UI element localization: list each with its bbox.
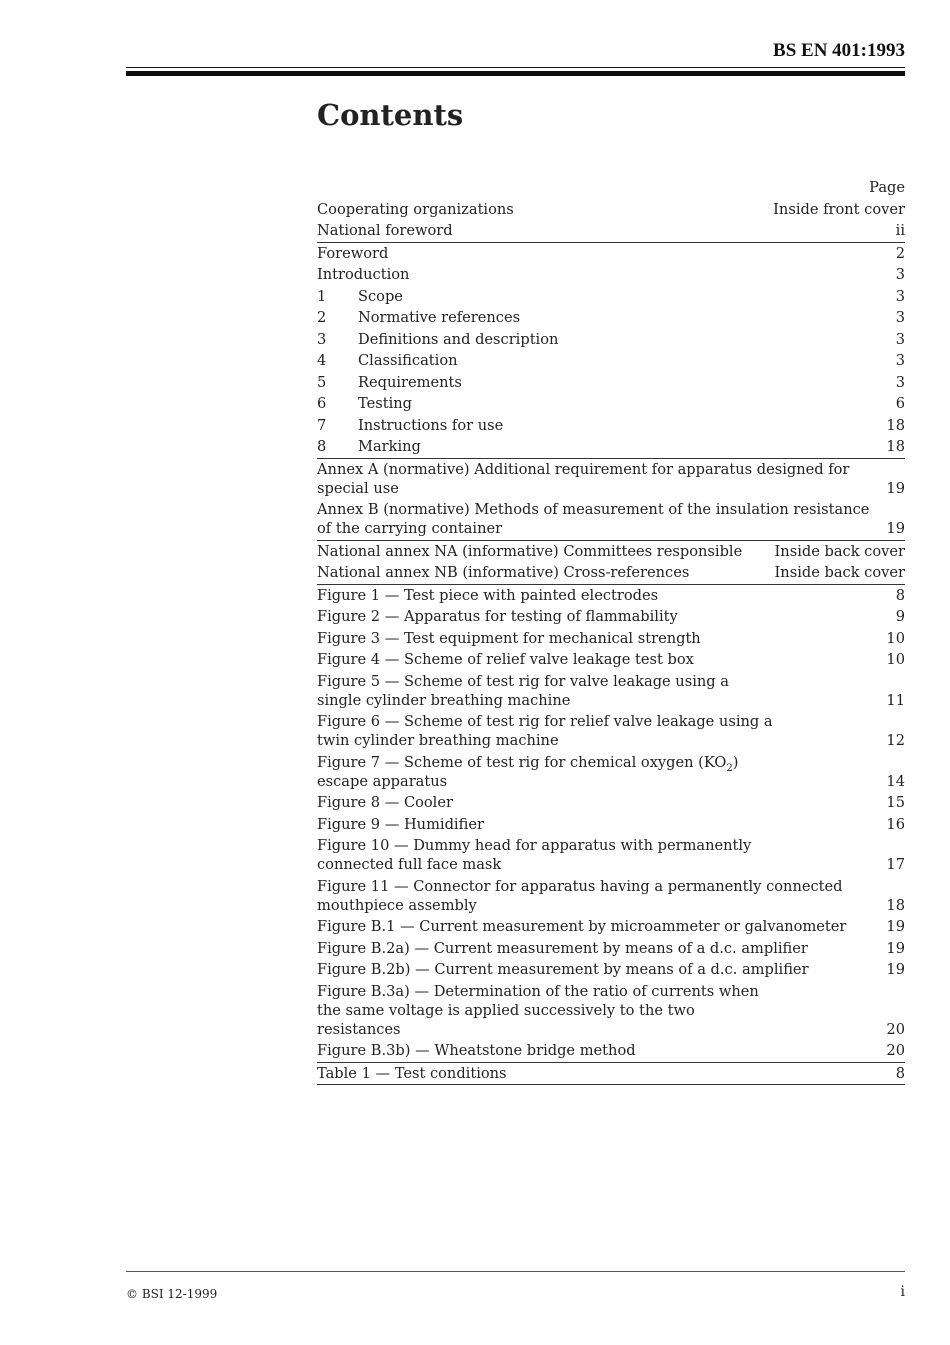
toc-entry-title [317,437,876,456]
page-column-header: Page [869,179,905,196]
toc-entry-text [317,221,453,240]
toc-entry-text-main: Introduction [317,266,410,284]
toc-entry-page: 18 [886,416,905,434]
toc-entry[interactable] [317,585,905,607]
toc-entry-page: 19 [886,520,905,538]
toc-entry-number: 8 [317,438,327,456]
toc-entry-text [317,1064,507,1083]
toc-group [317,199,905,243]
toc-entry-text [358,373,462,392]
toc-entry-text-main: Figure 11 — Connector for apparatus having a permanently connected mouthpiece assembly [317,877,843,914]
toc-entry-title [317,586,886,605]
toc-entry-title [317,542,765,561]
toc-entry-title [317,877,872,915]
toc-entry[interactable] [317,393,905,415]
toc-entry[interactable] [317,541,905,563]
header-rule-thin [126,67,905,68]
toc-entry-text [317,629,701,648]
toc-entry-text-main: Marking [358,438,421,456]
toc-entry-text-main: Figure 9 — Humidifier [317,815,484,833]
toc-entry-number: 3 [317,330,327,348]
toc-entry-text-main: Normative references [358,309,521,327]
toc-entry-title [317,982,777,1039]
toc-entry[interactable] [317,981,905,1041]
toc-entry[interactable] [317,220,905,242]
toc-entry-page: 10 [886,629,905,647]
toc-entry-text-main: National annex NB (informative) Cross-references [317,564,690,582]
toc-entry-page: 6 [895,395,905,413]
toc-entry-text [317,607,678,626]
toc-entry-title [317,629,876,648]
toc-entry-title [317,351,886,370]
toc-entry-text [317,672,777,710]
toc-entry-subscript: 2 [726,762,733,774]
toc-entry-title [317,330,886,349]
toc-entry[interactable] [317,436,905,458]
toc-entry-title [317,815,876,834]
toc-entry-text [358,330,558,349]
toc-entry[interactable] [317,671,905,712]
toc-entry-title [317,265,886,284]
toc-entry[interactable] [317,649,905,671]
toc-entry-text [317,500,872,538]
toc-entry[interactable] [317,792,905,814]
toc-entry-title [317,917,876,936]
toc-entry-text-main: Testing [358,395,412,413]
toc-entry[interactable] [317,350,905,372]
toc-entry-text [317,712,777,750]
toc-entry-title [317,960,876,979]
toc-entry-number: 4 [317,352,327,370]
toc-entry-text-main: Figure B.2b) — Current measurement by means of a d.c. amplifier [317,961,809,979]
toc-group [317,243,905,459]
toc-entry-text [317,265,409,284]
toc-entry-page: 9 [895,608,905,626]
toc-entry[interactable] [317,329,905,351]
toc-entry-text-main: Figure 5 — Scheme of test rig for valve leakage using a single cylinder breathing machine [317,672,729,709]
toc-entry-text [358,416,503,435]
page-title: Contents [317,98,464,132]
toc-entry-text-main: Figure 7 — Scheme of test rig for chemical oxygen (KO [317,753,727,771]
toc-entry-title [317,373,886,392]
toc-entry-text-main: Instructions for use [358,416,504,434]
toc-entry-title [317,221,886,240]
toc-entry-text [317,200,514,219]
toc-entry-page: 3 [895,330,905,348]
toc-entry-page: Inside back cover [774,564,905,582]
toc-entry-text-main: Annex A (normative) Additional requirement for apparatus designed for special use [317,460,850,497]
toc-entry-title [317,416,876,435]
toc-entry-page: 3 [895,266,905,284]
toc-entry-page: 20 [886,1042,905,1060]
toc-entry-text-main: Cooperating organizations [317,200,514,218]
toc-entry[interactable] [317,938,905,960]
toc-entry[interactable] [317,959,905,981]
toc-entry-text-main: Annex B (normative) Methods of measurement of the insulation resistance of the carrying container [317,501,870,538]
toc-entry-page: 20 [886,1020,905,1038]
toc-entry-text-main: Figure 1 — Test piece with painted electrodes [317,586,659,604]
toc-entry-title [317,1064,886,1083]
toc-entry-text-after: ) escape apparatus [317,753,739,790]
toc-entry-text [317,1041,636,1060]
toc-entry-text [358,287,403,306]
toc-entry-page: 18 [886,438,905,456]
header-rule-thick [126,71,905,76]
toc-entry-title [317,244,886,263]
toc-entry-page: 11 [886,691,905,709]
toc-entry-text [317,542,742,561]
toc-entry-page: 3 [895,309,905,327]
toc-entry-title [317,836,777,874]
toc-entry-text [317,460,872,498]
toc-entry-page: 8 [895,586,905,604]
toc-entry-text-main: Requirements [358,373,462,391]
toc-group [317,541,905,585]
toc-entry-number: 6 [317,395,327,413]
toc-entry[interactable] [317,307,905,329]
toc-entry-page: 19 [886,918,905,936]
table-of-contents [317,177,905,1085]
toc-entry[interactable] [317,606,905,628]
toc-entry-text-main: Figure B.1 — Current measurement by microammeter or galvanometer [317,918,847,936]
toc-entry-title [317,793,876,812]
toc-entry-text [317,982,777,1039]
toc-entry-text-main: Definitions and description [358,330,559,348]
toc-entry-page: 15 [886,794,905,812]
toc-entry-page: ii [895,222,905,240]
toc-entry-text-main: National annex NA (informative) Committees responsible [317,542,743,560]
toc-entry-text-main: Foreword [317,244,389,262]
toc-entry[interactable] [317,1040,905,1062]
toc-entry-page: 18 [886,896,905,914]
toc-entry-text [317,563,689,582]
toc-entry-page: 2 [895,244,905,262]
page-number: i [900,1284,905,1300]
toc-entry-text [317,836,777,874]
toc-entry-text-main: Figure 4 — Scheme of relief valve leakage test box [317,651,694,669]
copyright-notice: © BSI 12-1999 [126,1287,218,1301]
toc-entry-text-main: Classification [358,352,458,370]
document-id: BS EN 401:1993 [773,40,905,61]
toc-entry-text-main: Figure B.2a) — Current measurement by means of a d.c. amplifier [317,939,808,957]
toc-entry-title [317,650,876,669]
toc-entry-text [317,815,484,834]
toc-entry-text [358,308,520,327]
toc-entry-page: 3 [895,287,905,305]
toc-entry-title [317,200,763,219]
toc-group [317,459,905,541]
toc-entry-title [317,1041,876,1060]
toc-entry[interactable] [317,876,905,917]
toc-entry[interactable] [317,499,905,540]
toc-entry-page: 16 [886,815,905,833]
toc-group [317,585,905,1063]
toc-entry-title [317,607,886,626]
toc-entry-text-main: Figure 8 — Cooler [317,794,453,812]
toc-entry[interactable] [317,1063,905,1085]
toc-entry-title [317,500,872,538]
toc-entry-page: 17 [886,856,905,874]
toc-entry[interactable] [317,562,905,584]
toc-entry-text-main: Figure 3 — Test equipment for mechanical strength [317,629,701,647]
toc-entry[interactable] [317,264,905,286]
toc-entry-title [317,563,765,582]
toc-entry-text-main: Scope [358,287,403,305]
toc-entry-title [317,287,886,306]
toc-entry-text-main: National foreword [317,222,453,240]
toc-entry-text-main: Figure B.3a) — Determination of the ratio of currents when the same voltage is applied successively to the two resistances [317,982,759,1038]
toc-entry-title [317,460,872,498]
toc-entry-text-main: Figure B.3b) — Wheatstone bridge method [317,1042,636,1060]
footer-rule [126,1271,905,1272]
toc-entry[interactable] [317,286,905,308]
toc-entry[interactable] [317,415,905,437]
toc-entry[interactable] [317,916,905,938]
toc-entry-text [317,793,453,812]
toc-entry-title [317,394,886,413]
toc-entry-text [317,960,809,979]
toc-entry-title [317,939,876,958]
toc-entry-page: 10 [886,651,905,669]
toc-entry-text [358,351,458,370]
toc-entry-text [317,917,846,936]
toc-entry-page: Inside front cover [773,200,905,218]
toc-entry-number: 5 [317,373,327,391]
toc-entry[interactable] [317,835,905,876]
toc-entry-page: 19 [886,939,905,957]
toc-entry-text [358,437,421,456]
toc-entry-text [317,877,872,915]
toc-entry-title [317,308,886,327]
toc-entry-text-main: Figure 10 — Dummy head for apparatus with permanently connected full face mask [317,837,752,874]
toc-entry-title [317,712,777,750]
toc-entry-page: 3 [895,373,905,391]
toc-entry-text [317,753,777,791]
toc-entry[interactable] [317,711,905,752]
toc-entry[interactable] [317,372,905,394]
toc-entry[interactable] [317,199,905,221]
toc-entry-text [317,939,808,958]
toc-group [317,1063,905,1086]
toc-entry-text [317,586,658,605]
toc-entry-text [317,244,388,263]
toc-entry-page: Inside back cover [774,542,905,560]
toc-entry[interactable] [317,628,905,650]
toc-entry[interactable] [317,243,905,265]
toc-entry-text [358,394,412,413]
toc-entry-page: 19 [886,479,905,497]
toc-entry[interactable] [317,814,905,836]
toc-entry-text-main: Figure 2 — Apparatus for testing of flammability [317,608,678,626]
toc-entry[interactable] [317,752,905,793]
toc-entry-number: 2 [317,309,327,327]
toc-entry-text-main: Table 1 — Test conditions [317,1064,507,1082]
toc-entry-text-main: Figure 6 — Scheme of test rig for relief valve leakage using a twin cylinder breathing machine [317,713,773,750]
toc-entry-page: 3 [895,352,905,370]
toc-entry-page: 19 [886,961,905,979]
toc-entry[interactable] [317,459,905,500]
toc-groups [317,199,905,1086]
toc-entry-page: 12 [886,732,905,750]
toc-entry-page: 8 [895,1064,905,1082]
toc-entry-title [317,672,777,710]
toc-entry-number: 7 [317,416,327,434]
toc-entry-number: 1 [317,287,327,305]
toc-entry-page: 14 [886,772,905,790]
toc-entry-title [317,753,777,791]
toc-entry-text [317,650,694,669]
